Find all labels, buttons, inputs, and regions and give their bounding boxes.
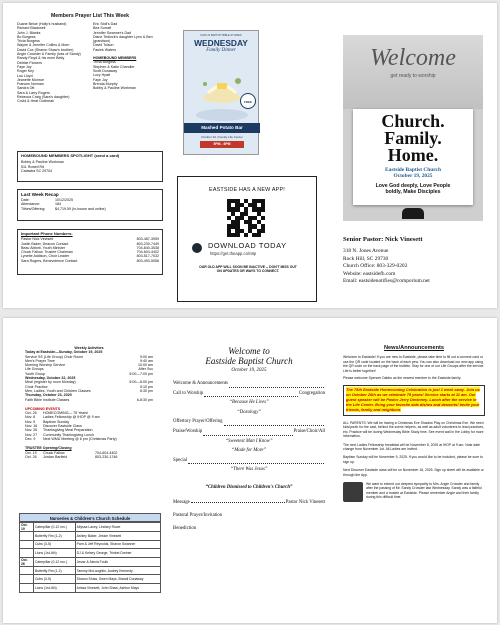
news-shadow-play: ALL PARENTS: We will be having a Christmas Eve Shadow Play on Christmas Eve. We need kids/youth for the cast, behind the scene helpers, as well as adult volunteers to lead practices, etc. Practice will be during Wednesday Bible Study time. See event wall in the Lobby for more information.	[343, 420, 484, 439]
nursery-title: Nurseries & Children's Church Schedule	[19, 513, 161, 522]
app-notice: OUR OLD APP WILL SOON BE INACTIVE -- DON'T MISS OUT ON UPDATES OR WAYS TO CONNECT.	[199, 265, 297, 274]
homecoming-highlight	[343, 385, 485, 416]
prayer-name: Eric Stoll's Dad	[93, 22, 118, 26]
prayer-list	[17, 13, 163, 104]
activity-row-label: Life Groups	[25, 367, 44, 372]
nursery-row	[20, 523, 161, 532]
nursery-row	[20, 540, 161, 549]
news-welcome: Welcome to Eastside! If you are new to Eastside, please take time to fill out a connect card or use the QR code located on the back of each pew. You can also download our new app using the QR code on the back page of the bulletin. Stay for one of our Life Groups after the service. Life is better together!	[343, 355, 485, 373]
worship-title-2: Eastside Baptist Church	[205, 356, 293, 366]
benediction: Benediction	[173, 525, 197, 531]
news-sympathy: We want to extend our deepest sympathy to Mrs. Angie Crowder and family after the passing of Mr. Sandy Crowder last Wednesday. Sandy was a faithful member and a trustee at Eastside. Please remember Angie and their family during this difficult time.	[343, 482, 485, 502]
flyer-cost-badge: FREE	[240, 93, 256, 109]
worship-item-label: Call to Worship	[173, 390, 204, 396]
phone-row-label: Lynette Addison, Choir Leader	[21, 254, 70, 259]
prayer-name: (grandson)	[93, 39, 111, 44]
upcoming-event-value: Next WMU Meeting @ 6 pm (Christmas Party)	[43, 436, 117, 441]
nursery-cell: Butterfly Rm (1-2)	[33, 566, 75, 575]
flyer-time: 5PM - 6PM	[200, 141, 244, 148]
worship-item-label: Offertory Prayer/Offering	[173, 419, 223, 425]
recap-row-value: 184	[55, 202, 61, 207]
nursery-cell: Sharon Shaw, Gwen Mays, Brandi Dunaway	[75, 575, 160, 584]
homebound-name: Bobby & Pauline Workman	[93, 86, 136, 91]
prayer-name: Sandra Ott	[17, 86, 35, 91]
cover-line-1: Church.	[381, 111, 445, 131]
news-discover: Next Discover Eastside class will be on November 16, 2025. Sign up sheet will be available or through the App.	[343, 468, 484, 477]
nursery-cell	[20, 549, 34, 558]
phone-row-label: Pastor Nick Vinesett	[21, 237, 54, 242]
recap-row-value: $4,719.59 (in-house and online)	[55, 206, 106, 211]
nursery-row	[20, 549, 161, 558]
recap-row-label: Attendance:	[21, 202, 41, 207]
nursery-cell	[20, 583, 34, 592]
worship-item	[173, 419, 325, 429]
phone-row-value: 704-840-3538	[136, 245, 159, 250]
cover-church: Eastside Baptist Church	[385, 167, 441, 173]
worship-item	[173, 458, 325, 468]
prayer-name: Roger Key	[17, 69, 34, 74]
activity-row-value: 9:40 am	[140, 358, 153, 363]
phones-title: Important Phone Numbers:	[21, 231, 73, 236]
phone-row-value: 803-487-3959	[136, 237, 159, 242]
worship-song: “Because He Lives”	[229, 400, 269, 406]
cover-line-3: Home.	[387, 145, 439, 165]
phone-row-value: 803-230-7449	[136, 241, 159, 246]
app-qr-code[interactable]	[227, 199, 265, 237]
nursery-cell	[20, 575, 34, 584]
mashed-potato-illustration	[194, 61, 250, 123]
flyer-title: WEDNESDAY	[194, 38, 248, 48]
spotlight-line: Catawba SC 29704	[21, 168, 53, 173]
upcoming-event-label: Nov. 8	[25, 415, 36, 420]
worship-song: “Sweetest Man I Know”	[225, 438, 273, 444]
trustee-cell: Oct. 19	[25, 450, 37, 455]
prayer-name: Randy Floyd & his mom Betty	[17, 56, 65, 61]
nursery-cell: Tammy McLaughlin, Audrey Kennedy	[75, 566, 160, 575]
worship-dots	[203, 429, 292, 436]
trustee-cell: 803-230-1746	[95, 454, 118, 459]
worship-item	[173, 410, 325, 420]
worship-date: October 19, 2025	[231, 368, 267, 373]
recap-row-label: Date:	[21, 198, 30, 202]
nursery-cell: Butterfly Rm (1-2)	[33, 532, 75, 541]
activity-row-value: 6-8:30 pm	[136, 397, 153, 402]
phone-row-label: Chuck Fallow, Trustee Chairman	[21, 250, 73, 255]
worship-item	[173, 381, 325, 391]
prayer-name: Wayne & Jennifer Collins & Mom	[17, 43, 70, 48]
news-baptism: Baptism Sunday will be November 9, 2025. If you would like to be included, please be sure to sign up.	[343, 455, 483, 464]
nursery-schedule	[19, 513, 161, 593]
nursery-cell: Cubs (3-5)	[33, 575, 75, 584]
contact-website[interactable]: Website: eastsidefh.com	[343, 270, 396, 277]
activity-row-label: Faith Bible Institute Classes	[25, 397, 70, 402]
app-url[interactable]: https://get.theapp.co/n8p	[210, 251, 257, 256]
trustee-cell: Oct. 26	[25, 454, 37, 459]
church-contact	[343, 236, 493, 286]
phone-row-value: 803-517-7032	[136, 254, 159, 259]
children-dismissed: “Children Dismissed to Children's Church”	[205, 484, 293, 490]
prayer-name: John J. Blanks	[17, 30, 41, 35]
cover-motto-1: Love God deeply, Love People	[375, 183, 451, 189]
worship-dots	[188, 458, 324, 465]
prayer-name: Angie Crowder & Family (loss of Sandy)	[17, 52, 81, 57]
nursery-row	[20, 532, 161, 541]
weekly-activities	[25, 346, 153, 459]
recap-row	[21, 207, 159, 211]
recap-row-label: Tithes/Offering:	[21, 206, 46, 211]
upcoming-event-value: Ladies Fellowship @ IHOP @ 9 am	[43, 415, 100, 420]
prayer-name: Debbie Flowers	[17, 60, 42, 65]
prayer-name: Bo Burgess	[17, 34, 36, 39]
nursery-cell: Oct. 26	[20, 557, 34, 566]
phone-row-label: Justin Baker, Deacon Contact	[21, 241, 69, 246]
flyer-date: October 22 | Family Life Center	[201, 135, 243, 139]
nursery-row	[20, 583, 161, 592]
news-announcements	[343, 346, 485, 502]
prayer-name: David Tolson	[93, 43, 114, 48]
worship-song: “Made for More”	[231, 448, 267, 454]
nursery-cell: Jesse & Alecia Foulk	[75, 557, 160, 566]
senior-pastor: Senior Pastor: Nick Vinesett	[343, 236, 423, 243]
wednesday-dinner-flyer	[183, 30, 259, 155]
homebound-title: HOMEBOUND MEMBERS	[93, 56, 137, 61]
trustee-cell: Chuck Fallow	[43, 450, 65, 455]
flyer-banner: Mashed Potato Bar	[184, 123, 260, 133]
news-title: News/Announcements	[384, 345, 444, 351]
new-app-box	[177, 176, 317, 302]
nursery-cell: Caterpillar (0-12 mo.)	[33, 523, 75, 532]
contact-phone: Church Office: 803-329-0202	[343, 263, 408, 270]
news-ladies-fellowship: The next Ladies Fellowship breakfast will be November 8, 2025 at IHOP at 9 am. Note date change from November 1st. All Ladies are invited.	[343, 442, 480, 451]
activities-title: Weekly Activities	[74, 346, 104, 350]
prayer-name: Richard Blackwell	[17, 26, 46, 31]
activity-row	[25, 398, 153, 402]
worship-dots	[229, 381, 324, 388]
wednesday-heading: Wednesday, October 22, 2025	[25, 376, 76, 381]
trustee-cell: Jordan Barfield	[43, 454, 68, 459]
activity-row-value: 5:00—7:00 pm	[129, 371, 153, 376]
prayer-list-title: Members Prayer List This Week	[50, 13, 130, 19]
upcoming-event-label: Oct. 26	[25, 411, 37, 416]
worship-song: “Doxology”	[237, 409, 261, 415]
prayer-column-2	[93, 22, 163, 104]
nursery-cell: Ashley Baker, Jessie Vinesett	[75, 532, 160, 541]
trustee-title: TRUSTEE Opening/Closing	[25, 446, 72, 451]
worship-item-label: Praise/Worship	[173, 428, 203, 434]
activity-row-value: 9:00 am	[140, 354, 153, 359]
contact-address-1: 318 N. Jones Avenue	[343, 248, 389, 254]
nursery-cell: Cubs (3-5)	[33, 540, 75, 549]
worship-dots	[204, 391, 298, 398]
contact-address-2: Rock Hill, SC 29730	[343, 255, 389, 262]
activity-row-value: 6:30 pm	[140, 388, 153, 393]
trustee-cell: 704-604-4402	[95, 450, 118, 455]
prayer-name: Covid & Heat Outbreak	[17, 99, 54, 104]
spotlight-line: Bobby & Pauline Workman	[21, 160, 64, 165]
upcoming-event-value: Community Thanksgiving Lunch	[43, 432, 95, 437]
activity-row-label: Youth Group	[25, 371, 46, 376]
worship-item-leader: Congregation	[298, 390, 325, 396]
worship-item	[173, 400, 325, 410]
contact-email[interactable]: Email: eastsidenotifies@comporium.net	[343, 278, 430, 285]
church-logo-icon	[402, 208, 424, 219]
worship-item-leader: Praise/Choir/All	[293, 428, 325, 434]
nursery-cell	[20, 540, 34, 549]
cover-motto-2: boldly, Make Disciples	[385, 189, 441, 195]
app-download-label: DOWNLOAD TODAY	[208, 241, 287, 250]
nursery-row	[20, 566, 161, 575]
phone-numbers-box	[17, 229, 163, 275]
activity-row-label: Morning Worship Service	[25, 363, 66, 368]
worship-item	[173, 467, 325, 477]
worship-item	[173, 439, 325, 449]
thursday-heading: Thursday, October 23, 2025	[25, 393, 72, 398]
nursery-cell: DJ & Kelsey George, Trinket Dreiner	[75, 549, 160, 558]
spotlight-title: HOMEBOUND MEMBERS SPOTLIGHT (send a card)	[21, 153, 120, 158]
upcoming-event-value: Discover Eastside Class	[43, 424, 82, 429]
phone-row-label: Sara Rogers, Benevolence Contact	[21, 258, 78, 263]
nursery-cell: Lions (1st-4th)	[33, 549, 75, 558]
prayer-name: Faye Joy	[17, 64, 32, 69]
worship-item-label: Welcome & Announcements	[173, 381, 229, 386]
prayer-name: Duane Belue (Holly's husband)	[17, 22, 67, 26]
upcoming-event-label: Nov. 26	[25, 428, 38, 433]
prayer-name: Rebecca Craig (Sara's daughter)	[17, 95, 70, 100]
prayer-name: David Cox (Sharon Shaw's brother)	[17, 47, 74, 52]
upcoming-event	[25, 437, 153, 441]
nursery-cell	[20, 532, 34, 541]
bulletin-inside-page	[3, 318, 497, 623]
upcoming-event-value: Thanksgiving Meal Preparation	[43, 428, 93, 433]
bulletin-outside-page	[3, 3, 497, 308]
upcoming-event-label: Nov. 16	[25, 424, 38, 429]
prayer-name: Diane Tedlock's daughter Lynn & Ben	[93, 34, 153, 39]
cover-date: October 19, 2025	[393, 173, 433, 179]
upcoming-event-label: Dec. 9	[25, 436, 36, 441]
worship-item	[173, 448, 325, 458]
phone-row-label: Beau Abbott, Youth Minister	[21, 245, 66, 250]
worship-item	[173, 391, 325, 401]
memorial-photo	[343, 482, 363, 502]
prayer-name: Jennifer Swanner's Dad	[93, 30, 132, 35]
recap-row-value: 10/12/2025	[55, 198, 73, 202]
nursery-row	[20, 557, 161, 566]
activity-row-label: Choir Practice	[25, 384, 48, 389]
homebound-spotlight-box	[17, 151, 163, 182]
nursery-table	[19, 522, 161, 593]
upcoming-title: UPCOMING EVENTS	[25, 406, 61, 411]
worship-song: “There Was Jesus”	[230, 467, 268, 473]
pastoral-prayer: Pastoral Prayer/Invitation	[173, 512, 223, 518]
app-logo-icon	[192, 243, 202, 253]
cover-image	[343, 35, 483, 221]
news-new-member: Please welcome Spencer Dabbs as the newest member to the Eastside family.	[343, 376, 462, 381]
worship-dots	[224, 419, 324, 426]
nursery-cell: Caterpillar (0-12 mo.)	[33, 557, 75, 566]
app-title: EASTSIDE HAS A NEW APP!	[209, 187, 285, 193]
activity-row-value: 10:00 am	[138, 363, 153, 368]
prayer-name: Trivia Burgess	[17, 39, 40, 44]
phone-row	[21, 259, 159, 263]
homecoming-text: The 75th Eastside Homecoming Celebration is just 1 week away. Join us on October 26th as we celebrate 75 years! Service starts at 11 am. Our guest speaker will be Pastor Jerry Devinney. Lunch after the service in the Life Center. Bring your favorite side dishes and desserts! Invite your friends, family and neighbors.	[346, 387, 480, 413]
prayer-name: Frances Norman	[17, 82, 44, 87]
cover-line-2: Family.	[384, 128, 442, 148]
phone-row-value: 803-493-5056	[136, 258, 159, 263]
upcoming-event-value: Baptism Sunday	[43, 419, 70, 424]
flyer-church: FOR US BAPTIST BIBLE STUDIES	[200, 34, 242, 37]
nursery-cell	[20, 566, 34, 575]
prayer-name: Sara & Larry Rogers	[17, 90, 50, 95]
cover-tagline: get ready to worship	[390, 73, 436, 79]
prayer-name: Faulek Waters	[93, 47, 117, 52]
cover-welcome: Welcome	[370, 45, 456, 71]
cover-sign	[353, 109, 473, 205]
prayer-name: Lou Lloyd	[17, 73, 33, 78]
homebound-name: Brenda Murphy	[93, 81, 118, 86]
flyer-subtitle: Family Dinner	[206, 48, 236, 53]
nursery-cell: Arissa Vinesett, John Shaw, Ashton Mays	[75, 583, 160, 592]
nursery-cell: Lions (1st-4th)	[33, 583, 75, 592]
worship-item	[173, 429, 325, 439]
activity-row-label: Service SS (Life Group) Choir Room	[25, 354, 84, 359]
activity-row-label: Meal (register by noon Monday)	[25, 380, 76, 385]
homebound-name: Stephen & Katie Chandler	[93, 64, 135, 69]
phone-row-value: 704-604-4402	[136, 250, 159, 255]
prayer-name: Jeanette Monroe	[17, 77, 44, 82]
activity-row-value: 5:00—6:00 pm	[129, 380, 153, 385]
activity-row-label: Men, Ladies, Youth and Children Classes	[25, 388, 91, 393]
upcoming-event-label: Nov. 9	[25, 419, 36, 424]
prayer-name: Bea Surratt	[93, 26, 112, 31]
spotlight-line: 511 Rowell Rd	[21, 164, 45, 169]
worship-title-1: Welcome to	[228, 346, 270, 356]
homebound-name: Scott Dunaway	[93, 68, 118, 73]
upcoming-event-label: Nov. 27	[25, 432, 38, 437]
nursery-cell: Allyssa Lacey, Lindsey Rowe	[75, 523, 160, 532]
nursery-cell: Pam & Jeff Reynolds, Sharon Swanner	[75, 540, 160, 549]
activity-row-value: After Svc	[138, 367, 153, 372]
message-line: Message Pastor Nick Vinesett	[173, 499, 325, 505]
order-of-worship	[173, 346, 325, 531]
today-heading: Today at Eastside—Sunday, October 19, 2025	[25, 350, 103, 355]
homebound-name: Faye Joy	[93, 77, 108, 82]
last-week-recap-box	[17, 189, 163, 221]
activity-row-label: Men's Prayer Time	[25, 358, 55, 363]
recap-title: Last Week Recap	[21, 192, 59, 197]
activity-row-value: 5:10 pm	[140, 384, 153, 389]
homebound-name: Trivia Burgess	[93, 60, 116, 65]
trustee-row	[25, 455, 153, 459]
worship-item-label: Special	[173, 457, 188, 463]
homebound-name: Lucy Hyatt	[93, 73, 110, 78]
nursery-row	[20, 575, 161, 584]
upcoming-event-value: HOMECOMING— 75 Years!	[43, 411, 89, 416]
prayer-column-1	[17, 22, 89, 104]
nursery-cell: Oct. 19	[20, 523, 34, 532]
